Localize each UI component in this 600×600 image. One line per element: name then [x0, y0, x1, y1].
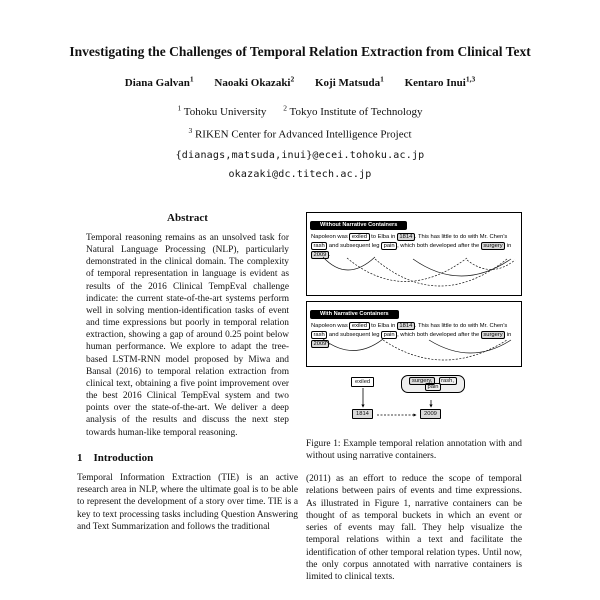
- figure-term: rash: [311, 331, 327, 339]
- figure-text: in: [505, 243, 512, 249]
- right-column: [306, 212, 522, 584]
- affiliation-2: [283, 103, 423, 118]
- author-affil-mark: 2: [290, 74, 295, 84]
- figure-term: 1814: [397, 322, 415, 330]
- left-column: [77, 212, 298, 533]
- figure-term: surgery: [481, 331, 505, 339]
- figure-text: . This has little to do with Mr. Chen's: [414, 323, 508, 329]
- figure-text: and subsequent leg: [327, 243, 382, 249]
- affil-mark: 3: [188, 125, 193, 135]
- figure-term: pain: [381, 331, 397, 339]
- relation-arcs-icon: [309, 336, 519, 364]
- panel-title-without: Without Narrative Containers: [310, 221, 407, 230]
- diagram-time-box: 1814: [352, 409, 373, 419]
- figure-text: in: [505, 332, 512, 338]
- author-3: [315, 74, 384, 90]
- author-name: Kentaro Inui: [404, 77, 466, 90]
- figure-text: .: [328, 341, 331, 347]
- figure-caption: Figure 1: Example temporal relation annotation with and without using narrative containers.: [306, 439, 522, 461]
- affil-name: RIKEN Center for Advanced Intelligence Project: [194, 128, 412, 141]
- affiliation-1: [177, 103, 267, 118]
- figure-text: Napoleon was: [311, 234, 350, 240]
- figure-panel-with-containers: [306, 301, 522, 367]
- figure-text: . This has little to do with Mr. Chen's: [414, 234, 508, 240]
- paper-header: [0, 44, 600, 180]
- figure-term: 1814: [397, 233, 415, 241]
- section-number: 1: [77, 451, 83, 464]
- section-title: Introduction: [93, 451, 154, 464]
- figure-term: rash: [311, 242, 327, 250]
- author-1: [124, 74, 194, 90]
- diagram-event-box: exiled: [351, 377, 374, 387]
- introduction-text: Temporal Information Extraction (TIE) is an active research area in NLP, where the ultimate goal is to be able to represent the development of a story over time. TIE is a key to text processing tasks including Question Answering and Text Summarization and follows the traditional: [77, 472, 298, 532]
- panel-title-with: With Narrative Containers: [310, 310, 399, 319]
- figure-panel-without-containers: [306, 212, 522, 296]
- figure-text: , which both developed after the: [397, 332, 481, 338]
- figure-term: exiled: [349, 233, 369, 241]
- affiliation-line-1: [0, 103, 600, 118]
- figure-term: exiled: [349, 322, 369, 330]
- affil-mark: 1: [177, 103, 182, 113]
- figure-term: 2009: [311, 340, 329, 348]
- author-2: [214, 74, 295, 90]
- figure-term: pain: [381, 242, 397, 250]
- figure-text: to Elba in: [369, 234, 397, 240]
- authors-line: [0, 75, 600, 90]
- email-line-1: {dianags,matsuda,inui}@ecei.tohoku.ac.jp: [175, 150, 425, 162]
- author-4: [404, 74, 476, 90]
- diagram-contained-term: rash,: [439, 377, 457, 385]
- section-heading-introduction: [77, 452, 298, 464]
- abstract-heading: Abstract: [167, 212, 208, 224]
- figure-text: to Elba in: [369, 323, 397, 329]
- figure-text: .: [328, 252, 331, 258]
- abstract-text: Temporal reasoning remains as an unsolved task for Natural Language Processing (NLP), particularly demonstrated in the clinical domain. The complexity of temporal representation in language is evident as results of the 2016 Clinical TempEval challenge indicate: the current state-of-the-art systems perform well in solving mention-identification tasks of event and time expressions but poorly in temporal relation extraction, showing a gap of around 0.25 point below human performance. We explore to adapt the tree-based LSTM-RNN model proposed by Miwa and Bansal (2016) to temporal relation extraction from clinical text, obtaining a five point improvement over the best 2016 Clinical TempEval system and two points over the state-of-the-art. We deliver a deep analysis of the results and discuss the next step towards human-like temporal reasoning.: [86, 233, 289, 438]
- author-affil-mark: 1,3: [465, 74, 476, 84]
- body-paragraph: (2011) as an effort to reduce the scope of temporal relations between pairs of events and time expressions. As illustrated in Figure 1, narrative containers can be thought of as temporal buckets in which an event or series of events may fall. They help visualize the temporal relations within a text and facilitate the identification of other temporal relation types. Until now, the only corpus annotated with narrative containers is limited to clinical texts.: [306, 474, 522, 583]
- author-name: Koji Matsuda: [315, 77, 381, 90]
- diagram-narrative-container: [401, 375, 465, 393]
- email-line-2: okazaki@dc.titech.ac.jp: [228, 169, 372, 181]
- affil-name: Tohoku University: [183, 105, 267, 118]
- author-affil-mark: 1: [380, 74, 384, 84]
- container-diagram: [339, 375, 489, 427]
- author-name: Naoaki Okazaki: [214, 77, 291, 90]
- affil-mark: 2: [283, 103, 287, 113]
- author-affil-mark: 1: [189, 74, 194, 84]
- figure-text: and subsequent leg: [327, 332, 382, 338]
- diagram-contained-term: pain: [425, 383, 441, 391]
- affil-name: Tokyo Institute of Technology: [289, 105, 423, 118]
- diagram-contained-term: surgery,: [409, 377, 435, 385]
- figure-term: surgery: [481, 242, 505, 250]
- affiliation-line-2: [0, 126, 600, 141]
- author-name: Diana Galvan: [124, 77, 190, 90]
- figure-term: 2009: [311, 251, 329, 259]
- figure-text: , which both developed after the: [397, 243, 481, 249]
- paper-title: Investigating the Challenges of Temporal Relation Extraction from Clinical Text: [69, 44, 531, 59]
- relation-arcs-icon: [309, 253, 519, 293]
- diagram-time-box: 2009: [420, 409, 441, 419]
- figure-text: Napoleon was: [311, 323, 350, 329]
